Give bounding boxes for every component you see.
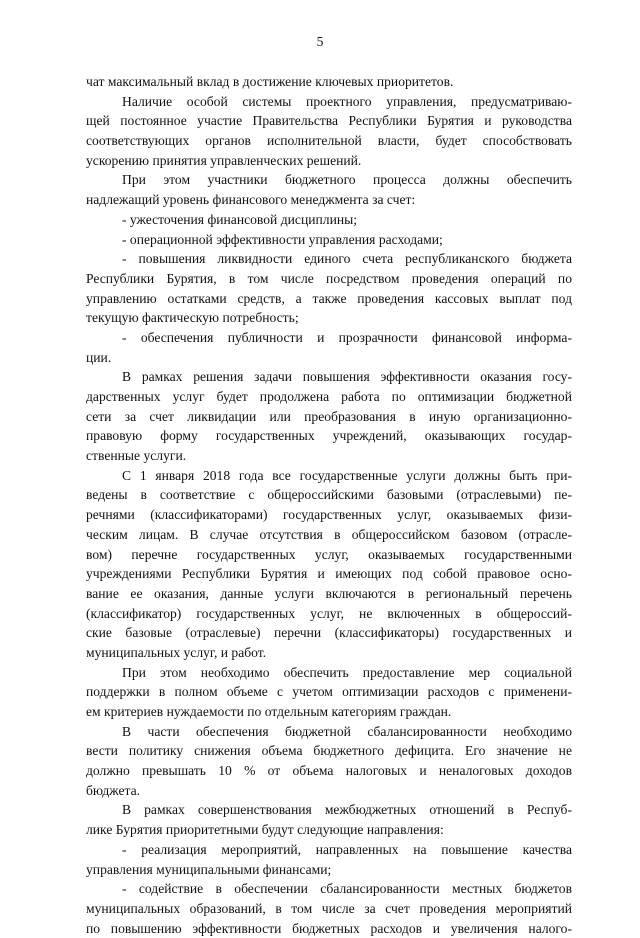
text-line: управления муниципальными финансами; bbox=[86, 861, 332, 877]
text-line: лике Бурятия приоритетными будут следующие направления: bbox=[86, 822, 444, 838]
text-line: надлежащий уровень финансового менеджмента за счет: bbox=[86, 192, 416, 208]
text-line: (классификатор) государственных услуг, не включенных в общероссий- bbox=[86, 605, 572, 621]
text-line: поддержки в полном объеме с учетом оптимизации расходов с применени- bbox=[86, 684, 572, 700]
text-line: - содействие в обеспечении сбалансированности местных бюджетов bbox=[122, 881, 572, 897]
text-line: В рамках решения задачи повышения эффективности оказания госу- bbox=[122, 369, 572, 385]
text-line: С 1 января 2018 года все государственные услуги должны быть при- bbox=[122, 467, 572, 483]
text-line: При этом необходимо обеспечить предоставление мер социальной bbox=[122, 664, 572, 680]
text-line: Республики Бурятия, в том числе посредством проведения операций по bbox=[86, 270, 572, 286]
text-line: ции. bbox=[86, 349, 112, 365]
text-line: ускорению принятия управленческих решений. bbox=[86, 152, 362, 168]
text-line: правовую форму государственных учреждений, оказывающих государ- bbox=[86, 428, 572, 444]
text-line: щей постоянное участие Правительства Республики Бурятия и руководства bbox=[86, 113, 572, 129]
text-line: чат максимальный вклад в достижение ключевых приоритетов. bbox=[86, 74, 454, 89]
text-line: ем критериев нуждаемости по отдельным категориям граждан. bbox=[86, 704, 452, 719]
text-line: В части обеспечения бюджетной сбалансированности необходимо bbox=[122, 723, 572, 739]
text-line: должно превышать 10 % от объема налоговых и неналоговых доходов bbox=[86, 763, 572, 779]
text-line: ственные услуги. bbox=[86, 448, 187, 464]
text-line: При этом участники бюджетного процесса должны обеспечить bbox=[122, 172, 572, 188]
text-line: вом) перечне государственных услуг, оказываемых государственными bbox=[86, 546, 572, 562]
text-line: Наличие особой системы проектного управления, предусматриваю- bbox=[122, 93, 572, 109]
text-line: - реализация мероприятий, направленных на повышение качества bbox=[122, 841, 572, 857]
text-line: учреждениями Республики Бурятия и имеющих под собой правовое осно- bbox=[86, 566, 572, 582]
text-line: муниципальных услуг, и работ. bbox=[86, 644, 267, 660]
text-line: управлению остатками средств, а также проведения кассовых выплат под bbox=[86, 290, 572, 306]
text-line: бюджета. bbox=[86, 782, 141, 798]
document-body bbox=[86, 72, 572, 938]
text-line: - обеспечения публичности и прозрачности финансовой информа- bbox=[122, 329, 572, 345]
text-line: В рамках совершенствования межбюджетных отношений в Респуб- bbox=[122, 802, 572, 818]
text-line: текущую фактическую потребность; bbox=[86, 310, 299, 326]
text-line: муниципальных образований, в том числе за счет проведения мероприятий bbox=[86, 900, 572, 916]
text-line: ские базовые (отраслевые) перечни (классификаторы) государственных и bbox=[86, 625, 572, 641]
page-number: 5 bbox=[316, 34, 324, 49]
text-line: - операционной эффективности управления расходами; bbox=[122, 231, 443, 247]
text-line: по повышению эффективности бюджетных расходов и увеличения налого- bbox=[86, 920, 572, 936]
text-line: дарственных услуг будет продолжена работа по оптимизации бюджетной bbox=[86, 389, 572, 404]
text-line: - ужесточения финансовой дисциплины; bbox=[122, 211, 358, 227]
text-line: речнями (классификаторами) государственных услуг, оказываемых физи- bbox=[86, 507, 572, 523]
text-line: ческим лицам. В случае отсутствия в общероссийском базовом (отрасле- bbox=[86, 526, 572, 542]
text-line: ведены в соответствие с общероссийскими базовыми (отраслевыми) пе- bbox=[86, 487, 572, 503]
text-line: вести политику снижения объема бюджетного дефицита. Его значение не bbox=[86, 743, 572, 759]
text-line: сети за счет ликвидации или преобразования в иную организационно- bbox=[86, 408, 572, 424]
text-line: вание ее оказания, данные услуги включаются в региональный перечень bbox=[86, 585, 572, 601]
text-line: - повышения ликвидности единого счета республиканского бюджета bbox=[122, 251, 572, 267]
text-line: соответствующих органов исполнительной власти, будет способствовать bbox=[86, 133, 572, 149]
